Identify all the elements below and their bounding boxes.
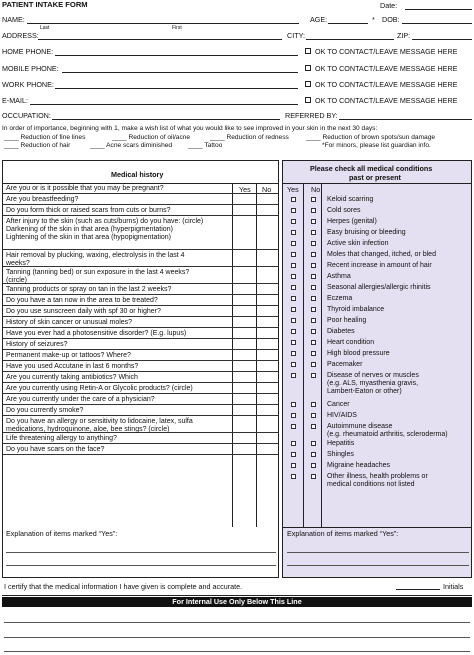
mh-explanation-line-1[interactable] — [6, 552, 276, 553]
condition-no-checkbox[interactable] — [311, 241, 316, 246]
footer-rule — [2, 595, 472, 596]
dob-label: DOB: — [382, 15, 400, 24]
zip-field[interactable] — [412, 39, 472, 40]
condition-no-checkbox[interactable] — [311, 263, 316, 268]
mh-yes-cell[interactable] — [233, 339, 256, 350]
dob-field[interactable] — [402, 23, 472, 24]
zip-label: ZIP: — [397, 31, 411, 40]
mh-question-row — [3, 250, 279, 267]
condition-no-checkbox[interactable] — [311, 285, 316, 290]
mh-question-text: Do you use sunscreen daily with spf 30 or higher? — [6, 307, 161, 315]
mh-yes-cell[interactable] — [233, 350, 256, 361]
conditions-yes-header: Yes — [287, 185, 299, 194]
mh-question-row — [3, 295, 279, 306]
condition-label: Autoimmune disease (e.g. rheumatoid arthritis, scleroderma) — [327, 422, 448, 438]
condition-no-checkbox[interactable] — [311, 362, 316, 367]
condition-yes-checkbox[interactable] — [291, 263, 296, 268]
conditions-no-divider — [321, 183, 322, 527]
condition-label: Herpes (genital) — [327, 217, 377, 225]
condition-yes-checkbox[interactable] — [291, 463, 296, 468]
occupation-field[interactable] — [52, 119, 280, 120]
condition-label: Eczema — [327, 294, 353, 302]
medical-history-table — [2, 160, 279, 578]
mobile-phone-ok-checkbox[interactable] — [305, 65, 311, 71]
mh-no-cell[interactable] — [257, 267, 279, 284]
condition-label: Heart condition — [327, 338, 375, 346]
condition-yes-checkbox[interactable] — [291, 296, 296, 301]
mh-question-row — [3, 383, 279, 394]
mh-question-text: Do you have an allergy or sensitivity to lidocaine, latex, sulfa medications, hydroquinone, aloe, bee stings? (circle) — [6, 417, 193, 433]
conditions-no-header: No — [311, 185, 321, 194]
conditions-title-line1: Please check all medical conditions — [310, 164, 433, 173]
wish-brown-spots: ____ Reduction of brown spots/sun damage — [306, 134, 436, 141]
work-phone-ok-checkbox[interactable] — [305, 81, 311, 87]
mh-no-cell[interactable] — [257, 350, 279, 361]
mh-yes-cell[interactable] — [233, 250, 256, 267]
email-ok-label: OK TO CONTACT/LEAVE MESSAGE HERE — [315, 96, 458, 105]
mh-question-row — [3, 328, 279, 339]
mh-question-text: Do you form thick or raised scars from cuts or burns? — [6, 206, 171, 214]
email-field[interactable] — [30, 104, 298, 105]
mh-question-text: Are you or is it possible that you may be pregnant? — [6, 184, 164, 192]
mh-question-text: History of skin cancer or unusual moles? — [6, 318, 133, 326]
mh-no-cell[interactable] — [257, 194, 279, 205]
condition-no-checkbox[interactable] — [311, 230, 316, 235]
condition-label: Active skin infection — [327, 239, 389, 247]
mh-yes-cell[interactable] — [233, 295, 256, 306]
mh-no-cell[interactable] — [257, 306, 279, 317]
home-phone-field[interactable] — [55, 55, 298, 56]
condition-yes-checkbox[interactable] — [291, 307, 296, 312]
mh-no-cell[interactable] — [257, 372, 279, 383]
initials-label: Initials — [443, 582, 464, 591]
conditions-explanation-line-2[interactable] — [287, 565, 469, 566]
first-name-hint: First — [172, 25, 182, 31]
condition-label: Easy bruising or bleeding — [327, 228, 406, 236]
age-star: * — [372, 15, 375, 24]
mh-question-row — [3, 339, 279, 350]
wish-fine-lines: ____ Reduction of fine lines — [4, 134, 86, 141]
mh-question-row — [3, 216, 279, 250]
mh-no-cell[interactable] — [257, 405, 279, 416]
condition-no-checkbox[interactable] — [311, 219, 316, 224]
condition-label: Poor healing — [327, 316, 367, 324]
mh-no-cell[interactable] — [257, 361, 279, 372]
mh-question-text: Have you used Accutane in last 6 months? — [6, 362, 139, 370]
mh-question-text: Life threatening allergy to anything? — [6, 434, 117, 442]
condition-no-checkbox[interactable] — [311, 474, 316, 479]
mh-yes-cell[interactable] — [233, 216, 256, 250]
condition-yes-checkbox[interactable] — [291, 285, 296, 290]
medical-history-title: Medical history — [111, 170, 164, 179]
internal-line-3[interactable] — [4, 651, 470, 652]
referred-field[interactable] — [339, 119, 472, 120]
mh-question-text: Are you currently using Retin-A or Glycolic products? (circle) — [6, 384, 193, 392]
mh-yes-cell[interactable] — [233, 306, 256, 317]
condition-label: Hepatitis — [327, 439, 355, 447]
condition-yes-checkbox[interactable] — [291, 241, 296, 246]
city-label: CITY: — [287, 31, 305, 40]
name-label: NAME: — [2, 15, 25, 24]
medical-conditions-panel — [282, 160, 472, 578]
wish-tattoo: ____ Tattoo — [188, 142, 223, 149]
mh-question-row — [3, 284, 279, 295]
mh-question-text: Are you breastfeeding? — [6, 195, 79, 203]
work-phone-ok-label: OK TO CONTACT/LEAVE MESSAGE HERE — [315, 80, 458, 89]
condition-no-checkbox[interactable] — [311, 197, 316, 202]
condition-yes-checkbox[interactable] — [291, 230, 296, 235]
mh-question-row — [3, 372, 279, 383]
name-field[interactable] — [27, 23, 299, 24]
condition-no-checkbox[interactable] — [311, 296, 316, 301]
mh-question-row — [3, 416, 279, 433]
mh-question-text: Do you have scars on the face? — [6, 445, 105, 453]
referred-label: REFERRED BY: — [285, 111, 338, 120]
mh-yes-cell[interactable] — [233, 183, 256, 194]
email-ok-checkbox[interactable] — [305, 97, 311, 103]
condition-no-checkbox[interactable] — [311, 252, 316, 257]
condition-no-checkbox[interactable] — [311, 307, 316, 312]
mh-question-text: Do you have a tan now in the area to be treated? — [6, 296, 158, 304]
work-phone-label: WORK PHONE: — [2, 80, 54, 89]
mh-no-cell[interactable] — [257, 339, 279, 350]
wish-acne-scars: ____ Acne scars diminished — [90, 142, 173, 149]
mh-yes-cell[interactable] — [233, 361, 256, 372]
conditions-yes-divider — [303, 183, 304, 527]
condition-yes-checkbox[interactable] — [291, 197, 296, 202]
city-field[interactable] — [306, 39, 394, 40]
mh-yes-cell[interactable] — [233, 394, 256, 405]
mh-yes-cell[interactable] — [233, 328, 256, 339]
mh-no-cell[interactable] — [257, 444, 279, 455]
mh-no-cell[interactable] — [257, 205, 279, 216]
conditions-explanation-line-1[interactable] — [287, 552, 469, 553]
home-phone-ok-checkbox[interactable] — [305, 48, 311, 54]
condition-label: Keloid scarring — [327, 195, 374, 203]
condition-label: Asthma — [327, 272, 351, 280]
address-field[interactable] — [38, 39, 282, 40]
mobile-phone-label: MOBILE PHONE: — [2, 64, 59, 73]
mh-no-cell[interactable] — [257, 216, 279, 250]
condition-label: Thyroid imbalance — [327, 305, 385, 313]
mh-yes-cell[interactable] — [233, 194, 256, 205]
mh-no-cell[interactable] — [257, 183, 279, 194]
condition-yes-checkbox[interactable] — [291, 340, 296, 345]
condition-no-checkbox[interactable] — [311, 452, 316, 457]
mh-no-cell[interactable] — [257, 295, 279, 306]
wish-oil-acne: ____ Reduction of oil/acne — [112, 134, 191, 141]
condition-yes-checkbox[interactable] — [291, 474, 296, 479]
mh-yes-cell[interactable] — [233, 267, 256, 284]
mh-question-row — [3, 267, 279, 284]
mh-question-text: Do you currently smoke? — [6, 406, 84, 414]
mh-no-cell[interactable] — [257, 394, 279, 405]
mh-yes-cell[interactable] — [233, 405, 256, 416]
condition-label: Migraine headaches — [327, 461, 391, 469]
condition-yes-checkbox[interactable] — [291, 413, 296, 418]
mh-no-cell[interactable] — [257, 416, 279, 433]
condition-no-checkbox[interactable] — [311, 441, 316, 446]
condition-no-checkbox[interactable] — [311, 340, 316, 345]
mh-question-row — [3, 183, 279, 194]
condition-yes-checkbox[interactable] — [291, 318, 296, 323]
mh-question-row — [3, 205, 279, 216]
condition-label: Pacemaker — [327, 360, 363, 368]
mh-no-cell[interactable] — [257, 433, 279, 444]
home-phone-ok-label: OK TO CONTACT/LEAVE MESSAGE HERE — [315, 47, 458, 56]
mh-yes-cell[interactable] — [233, 372, 256, 383]
mh-no-cell[interactable] — [257, 250, 279, 267]
date-label: Date: — [380, 1, 398, 10]
mh-explanation-label: Explanation of items marked “Yes”: — [6, 529, 118, 538]
internal-line-1[interactable] — [4, 622, 470, 623]
internal-use-label: For Internal Use Only Below This Line — [172, 597, 302, 606]
condition-no-checkbox[interactable] — [311, 208, 316, 213]
internal-line-2[interactable] — [4, 637, 470, 638]
mh-question-text: Hair removal by plucking, waxing, electrolysis in the last 4 weeks? — [6, 251, 185, 267]
occupation-label: OCCUPATION: — [2, 111, 51, 120]
wish-redness: ____ Reduction of redness — [210, 134, 289, 141]
mh-yes-cell[interactable] — [233, 205, 256, 216]
condition-yes-checkbox[interactable] — [291, 329, 296, 334]
mh-yes-cell[interactable] — [233, 416, 256, 433]
email-label: E-MAIL: — [2, 96, 28, 105]
mobile-phone-field[interactable] — [62, 72, 298, 73]
mh-question-text: History of seizures? — [6, 340, 68, 348]
mh-question-text: After injury to the skin (such as cuts/burns) do you have: (circle) Darkening of the skin in that area (hyperpigmentation) Lightening of the skin in that area (hypopigmentation) — [6, 217, 204, 241]
condition-label: Moles that changed, itched, or bled — [327, 250, 436, 258]
age-field[interactable] — [328, 23, 368, 24]
condition-label: Seasonal allergies/allergic rhinitis — [327, 283, 431, 291]
condition-yes-checkbox[interactable] — [291, 362, 296, 367]
certify-statement: I certify that the medical information I have given is complete and accurate. — [4, 582, 243, 591]
mh-question-row — [3, 317, 279, 328]
condition-label: Disease of nerves or muscles (e.g. ALS, myasthenia gravis, Lambert-Eaton or other) — [327, 371, 419, 395]
wish-list-instructions: In order of importance, beginning with 1, make a wish list of what you would like to see improved in your skin in the next 30 days: — [2, 125, 378, 132]
mh-yes-cell[interactable] — [233, 284, 256, 295]
mobile-phone-ok-label: OK TO CONTACT/LEAVE MESSAGE HERE — [315, 64, 458, 73]
mh-question-row — [3, 444, 279, 455]
condition-no-checkbox[interactable] — [311, 463, 316, 468]
condition-yes-checkbox[interactable] — [291, 424, 296, 429]
condition-label: Shingles — [327, 450, 354, 458]
condition-label: HIV/AIDS — [327, 411, 357, 419]
mh-no-cell[interactable] — [257, 383, 279, 394]
work-phone-field[interactable] — [55, 88, 298, 89]
condition-no-checkbox[interactable] — [311, 373, 316, 378]
condition-yes-checkbox[interactable] — [291, 274, 296, 279]
condition-no-checkbox[interactable] — [311, 424, 316, 429]
mh-question-row — [3, 433, 279, 444]
mh-question-row — [3, 306, 279, 317]
condition-label: Recent increase in amount of hair — [327, 261, 432, 269]
mh-question-row — [3, 394, 279, 405]
mh-question-row — [3, 405, 279, 416]
mh-no-cell[interactable] — [257, 328, 279, 339]
condition-label: Cancer — [327, 400, 350, 408]
mh-question-row — [3, 350, 279, 361]
date-field[interactable] — [405, 9, 472, 10]
condition-yes-checkbox[interactable] — [291, 452, 296, 457]
condition-yes-checkbox[interactable] — [291, 252, 296, 257]
mh-question-text: Permanent make-up or tattoos? Where? — [6, 351, 131, 359]
condition-yes-checkbox[interactable] — [291, 373, 296, 378]
address-label: ADDRESS: — [2, 31, 39, 40]
initials-field[interactable] — [396, 589, 440, 590]
condition-yes-checkbox[interactable] — [291, 402, 296, 407]
mh-yes-header: Yes — [239, 185, 251, 194]
condition-label: Cold sores — [327, 206, 361, 214]
form-title: PATIENT INTAKE FORM — [2, 0, 88, 9]
mh-question-row — [3, 361, 279, 372]
condition-yes-checkbox[interactable] — [291, 208, 296, 213]
conditions-header-rule — [283, 183, 472, 184]
conditions-explanation-label: Explanation of items marked “Yes”: — [287, 529, 399, 538]
mh-question-text: Tanning products or spray on tan in the last 2 weeks? — [6, 285, 172, 293]
condition-label: Diabetes — [327, 327, 355, 335]
wish-hair: ____ Reduction of hair — [4, 142, 71, 149]
mh-no-header: No — [262, 185, 272, 194]
mh-question-row — [3, 194, 279, 205]
condition-no-checkbox[interactable] — [311, 413, 316, 418]
mh-yes-cell[interactable] — [233, 433, 256, 444]
condition-no-checkbox[interactable] — [311, 351, 316, 356]
condition-label: High blood pressure — [327, 349, 390, 357]
mh-question-text: Are you currently taking antibiotics? Which — [6, 373, 138, 381]
condition-yes-checkbox[interactable] — [291, 441, 296, 446]
condition-no-checkbox[interactable] — [311, 274, 316, 279]
mh-explanation-line-2[interactable] — [6, 565, 276, 566]
conditions-title-line2: past or present — [349, 173, 401, 182]
condition-yes-checkbox[interactable] — [291, 351, 296, 356]
mh-yes-cell[interactable] — [233, 383, 256, 394]
condition-no-checkbox[interactable] — [311, 402, 316, 407]
mh-question-text: Tanning (tanning bed) or sun exposure in the last 4 weeks? (circle) — [6, 268, 190, 284]
conditions-bottom-rule — [283, 527, 472, 528]
mh-yes-cell[interactable] — [233, 444, 256, 455]
condition-no-checkbox[interactable] — [311, 329, 316, 334]
condition-yes-checkbox[interactable] — [291, 219, 296, 224]
mh-no-cell[interactable] — [257, 317, 279, 328]
internal-use-bar — [2, 597, 472, 607]
condition-no-checkbox[interactable] — [311, 318, 316, 323]
last-name-hint: Last — [40, 25, 50, 31]
mh-question-text: Are you currently under the care of a physician? — [6, 395, 155, 403]
condition-label: Other illness, health problems or medical conditions not listed — [327, 472, 428, 488]
mh-no-cell[interactable] — [257, 284, 279, 295]
mh-yes-cell[interactable] — [233, 317, 256, 328]
home-phone-label: HOME PHONE: — [2, 47, 54, 56]
mh-question-text: Have you ever had a photosensitive disorder? (E.g. lupus) — [6, 329, 187, 337]
age-label: AGE: — [310, 15, 328, 24]
minors-note: *For minors, please list guardian info. — [322, 142, 431, 149]
